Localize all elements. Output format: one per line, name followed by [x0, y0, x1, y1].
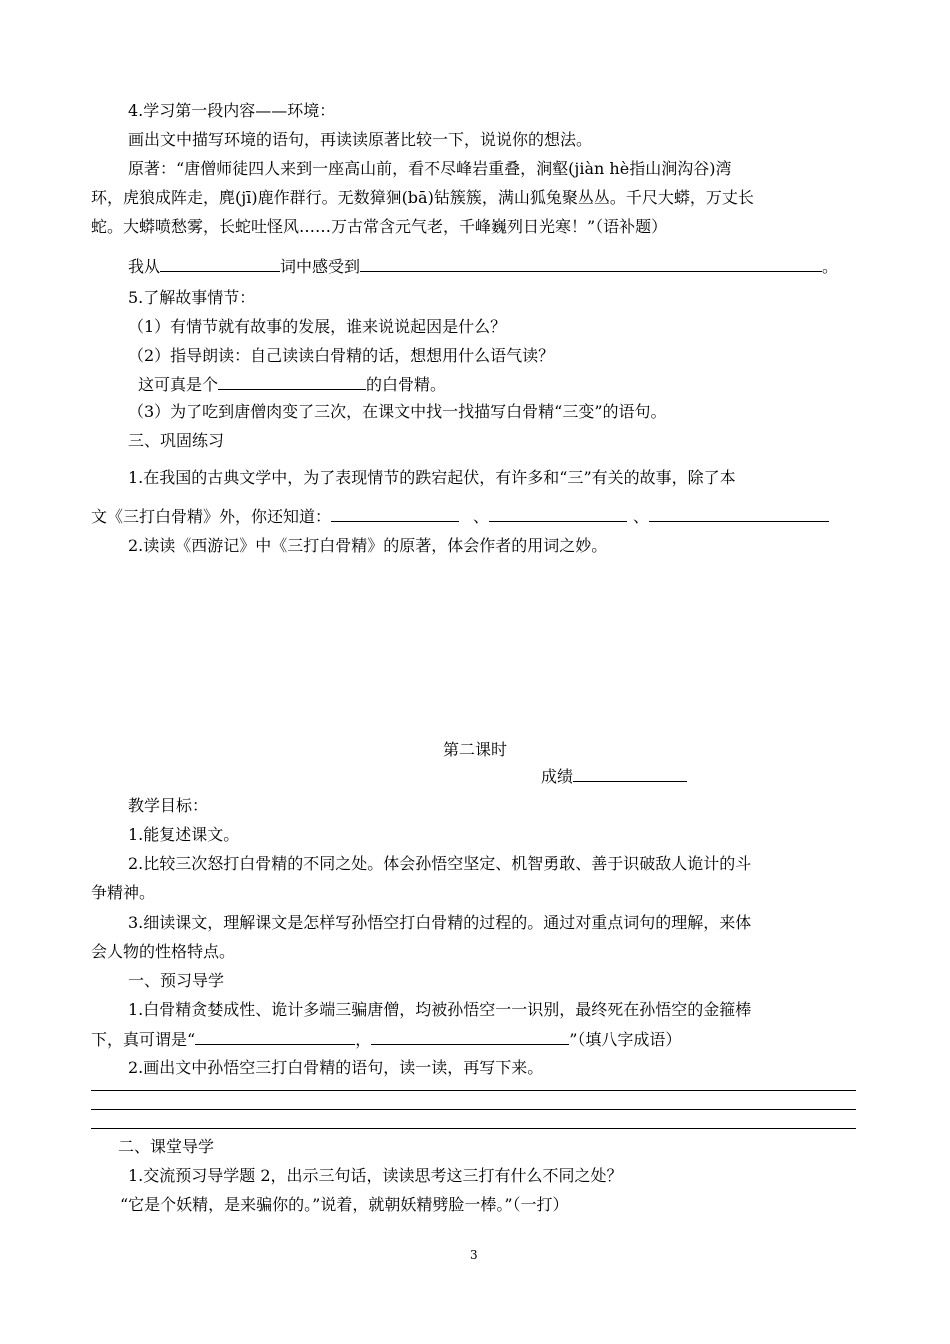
score-row [541, 766, 687, 787]
class-heading: 二、课堂导学 [118, 1137, 215, 1156]
idiom-blank-1[interactable] [195, 1029, 355, 1045]
item5-fill-prefix: 这可真是个 [138, 375, 219, 394]
goal-2-line-1: 2.比较三次怒打白骨精的不同之处。体会孙悟空坚定、机智勇敢、善于识破敌人诡计的斗 [128, 854, 752, 873]
score-blank[interactable] [573, 766, 687, 782]
preview-1-line-1: 1.白骨精贪婪成性、诡计多端三骗唐僧，均被孙悟空一一识别，最终死在孙悟空的金箍棒 [128, 1000, 752, 1019]
item4-instruction: 画出文中描写环境的语句，再读读原著比较一下，说说你的想法。 [128, 130, 593, 149]
goal-3-line-2: 会人物的性格特点。 [91, 942, 236, 961]
item5-question-1: （1）有情节就有故事的发展，谁来说说起因是什么？ [128, 317, 507, 336]
score-label: 成绩 [541, 767, 574, 786]
page-number: 3 [470, 1248, 478, 1262]
goal-2-line-2: 争精神。 [91, 883, 156, 902]
feeling-blank[interactable] [360, 256, 822, 272]
item5-question-2: （2）指导朗读：自己读读白骨精的话，想想用什么语气读？ [128, 346, 555, 365]
goals-heading: 教学目标： [128, 796, 209, 815]
exercise1-line-2 [91, 506, 829, 527]
story-blank-2[interactable] [489, 506, 627, 522]
fill-prefix: 我从 [128, 257, 161, 276]
separator: 、 [633, 507, 650, 526]
item5-question-3: （3）为了吃到唐僧肉变了三次，在课文中找一找描写白骨精“三变”的语句。 [128, 402, 667, 421]
preview-1-comma: ， [355, 1030, 372, 1049]
quote-first-strike: “它是个妖精，是来骗你的。”说着，就朝妖精劈脸一棒。”（一打） [120, 1195, 569, 1214]
original-text-line-2: 环，虎狼成阵走，麂(jī)鹿作群行。无数獐𤞑(bā)钻簇簇，满山狐兔聚丛丛。千尺大蟒，万丈长 [91, 188, 754, 207]
description-blank[interactable] [218, 374, 366, 390]
preview-2: 2.画出文中孙悟空三打白骨精的语句，读一读，再写下来。 [128, 1058, 544, 1077]
section3-heading: 三、巩固练习 [128, 431, 225, 450]
writing-line-2[interactable] [91, 1109, 856, 1110]
story-blank-1[interactable] [331, 506, 459, 522]
goal-3-line-1: 3.细读课文，理解课文是怎样写孙悟空打白骨精的过程的。通过对重点词句的理解，来体 [128, 913, 752, 932]
goal-1: 1.能复述课文。 [128, 825, 240, 844]
item5-fill-row [138, 374, 446, 395]
feeling-fill-row [128, 256, 838, 277]
item4-heading: 4.学习第一段内容——环境： [128, 101, 336, 120]
fill-middle: 词中感受到 [280, 257, 361, 276]
separator: 、 [473, 507, 490, 526]
writing-line-3[interactable] [91, 1128, 856, 1129]
exercise2: 2.读读《西游记》中《三打白骨精》的原著，体会作者的用词之妙。 [128, 536, 608, 555]
word-blank[interactable] [160, 256, 280, 272]
class-question-1: 1.交流预习导学题 2，出示三句话，读读思考这三打有什么不同之处？ [128, 1166, 623, 1185]
story-blank-3[interactable] [649, 506, 829, 522]
original-text-line-3: 蛇。大蟒喷愁雾，长蛇吐怪风……万古常含元气老，千峰巍列日光寒！”（语补题） [91, 217, 668, 236]
lesson-title: 第二课时 [443, 740, 508, 759]
writing-line-1[interactable] [91, 1090, 856, 1091]
preview-heading: 一、预习导学 [128, 971, 225, 990]
exercise1-line-1: 1.在我国的古典文学中，为了表现情节的跌宕起伏，有许多和“三”有关的故事，除了本 [128, 468, 736, 487]
item5-fill-suffix: 的白骨精。 [366, 375, 447, 394]
original-text-line-1: 原著：“唐僧师徒四人来到一座高山前，看不尽峰岩重叠，涧壑(jiàn hè指山涧沟谷)湾 [128, 159, 732, 178]
preview-1-prefix: 下，真可谓是“ [91, 1030, 196, 1049]
item5-heading: 5.了解故事情节： [128, 288, 256, 307]
preview-1-suffix: ”（填八字成语） [569, 1030, 682, 1049]
exercise1-prefix: 文《三打白骨精》外，你还知道： [91, 507, 332, 526]
fill-suffix: 。 [822, 257, 839, 276]
idiom-blank-2[interactable] [371, 1029, 569, 1045]
preview-1-line-2 [91, 1029, 681, 1050]
